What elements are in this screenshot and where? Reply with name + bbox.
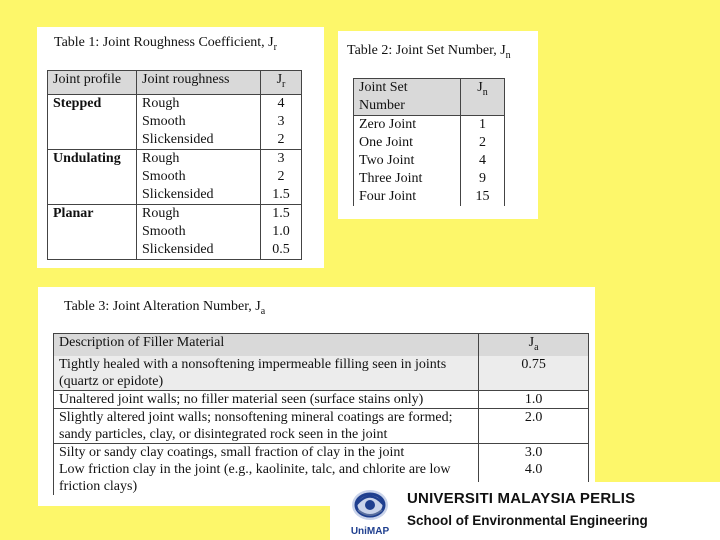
roughness-cell: Smooth [137, 168, 261, 186]
joint-alteration-table [53, 333, 589, 495]
description-cell: Silty or sandy clay coatings, small fraction of clay in the joint [54, 443, 479, 461]
label-cell: Two Joint [354, 152, 461, 170]
value-cell: 2 [461, 134, 505, 152]
table-row [48, 223, 302, 241]
profile-cell: Planar [48, 204, 137, 223]
description-cell: Low friction clay in the joint (e.g., kaolinite, talc, and chlorite are low friction clays) [54, 461, 479, 495]
label-cell: Zero Joint [354, 116, 461, 135]
table3-title: Table 3: Joint Alteration Number, $J_a$ [64, 299, 266, 317]
profile-cell: Stepped [48, 94, 137, 113]
roughness-cell: Slickensided [137, 186, 261, 205]
table-header-row [354, 79, 505, 116]
value-cell: 4 [261, 94, 302, 113]
table-row [48, 168, 302, 186]
table-row [48, 186, 302, 205]
value-cell: 1.0 [261, 223, 302, 241]
label-cell: Three Joint [354, 170, 461, 188]
description-cell: Tightly healed with a nonsoftening impermeable filling seen in joints (quartz or epidote) [54, 356, 479, 391]
value-cell: 3 [261, 149, 302, 168]
joint-set-table [353, 78, 505, 206]
roughness-cell: Smooth [137, 113, 261, 131]
value-cell: 2 [261, 131, 302, 150]
table-row [48, 113, 302, 131]
value-cell: 3.0 [479, 443, 589, 461]
value-cell: 3 [261, 113, 302, 131]
roughness-cell: Smooth [137, 223, 261, 241]
value-cell: 2.0 [479, 408, 589, 443]
table-row [54, 390, 589, 408]
value-cell: 4.0 [479, 461, 589, 495]
profile-cell [48, 131, 137, 150]
roughness-table [47, 70, 302, 260]
table-row [48, 94, 302, 113]
header-joint-set-number: Joint Set Number [354, 79, 461, 116]
value-cell: 1.5 [261, 186, 302, 205]
table-row [54, 443, 589, 461]
label-cell: One Joint [354, 134, 461, 152]
profile-cell: Undulating [48, 149, 137, 168]
table2-panel [338, 31, 538, 219]
unimap-logo-icon [342, 486, 398, 538]
label-cell: Four Joint [354, 188, 461, 206]
table-row [48, 131, 302, 150]
value-cell: 0.75 [479, 356, 589, 391]
table-row [54, 408, 589, 443]
svg-text:UniMAP: UniMAP [350, 526, 390, 537]
profile-cell [48, 186, 137, 205]
table-header-row [54, 334, 589, 356]
university-name: UNIVERSITI MALAYSIA PERLIS [407, 490, 636, 507]
roughness-cell: Slickensided [137, 131, 261, 150]
table-row [48, 241, 302, 260]
table-row [354, 116, 505, 135]
profile-cell [48, 241, 137, 260]
value-cell: 1.0 [479, 390, 589, 408]
roughness-cell: Slickensided [137, 241, 261, 260]
roughness-cell: Rough [137, 149, 261, 168]
table-row [354, 188, 505, 206]
table-row [48, 149, 302, 168]
header-jn: $J_n$ [461, 79, 505, 116]
header-joint-roughness: Joint roughness [137, 71, 261, 95]
table2-title: Table 2: Joint Set Number, $J_n$ [347, 43, 511, 61]
value-cell: 9 [461, 170, 505, 188]
table-row [54, 356, 589, 391]
value-cell: 15 [461, 188, 505, 206]
table-row [354, 152, 505, 170]
header-jr: $J_r$ [261, 71, 302, 95]
school-name: School of Environmental Engineering [407, 513, 648, 528]
roughness-cell: Rough [137, 94, 261, 113]
value-cell: 0.5 [261, 241, 302, 260]
header-ja: $J_a$ [479, 334, 589, 356]
header-description: Description of Filler Material [54, 334, 479, 356]
profile-cell [48, 223, 137, 241]
table-row [354, 134, 505, 152]
profile-cell [48, 113, 137, 131]
value-cell: 1 [461, 116, 505, 135]
table3-panel [38, 287, 595, 506]
table-row [354, 170, 505, 188]
value-cell: 1.5 [261, 204, 302, 223]
profile-cell [48, 168, 137, 186]
table-row [48, 204, 302, 223]
table-header-row [48, 71, 302, 95]
university-banner [330, 482, 720, 540]
value-cell: 2 [261, 168, 302, 186]
value-cell: 4 [461, 152, 505, 170]
description-cell: Slightly altered joint walls; nonsoftening mineral coatings are formed; sandy particles, clay, or disintegrated rock seen in the joint [54, 408, 479, 443]
table1-panel [37, 27, 324, 268]
roughness-cell: Rough [137, 204, 261, 223]
description-cell: Unaltered joint walls; no filler material seen (surface stains only) [54, 390, 479, 408]
table1-title: Table 1: Joint Roughness Coefficient, $J_r$ [54, 35, 277, 53]
header-joint-profile: Joint profile [48, 71, 137, 95]
